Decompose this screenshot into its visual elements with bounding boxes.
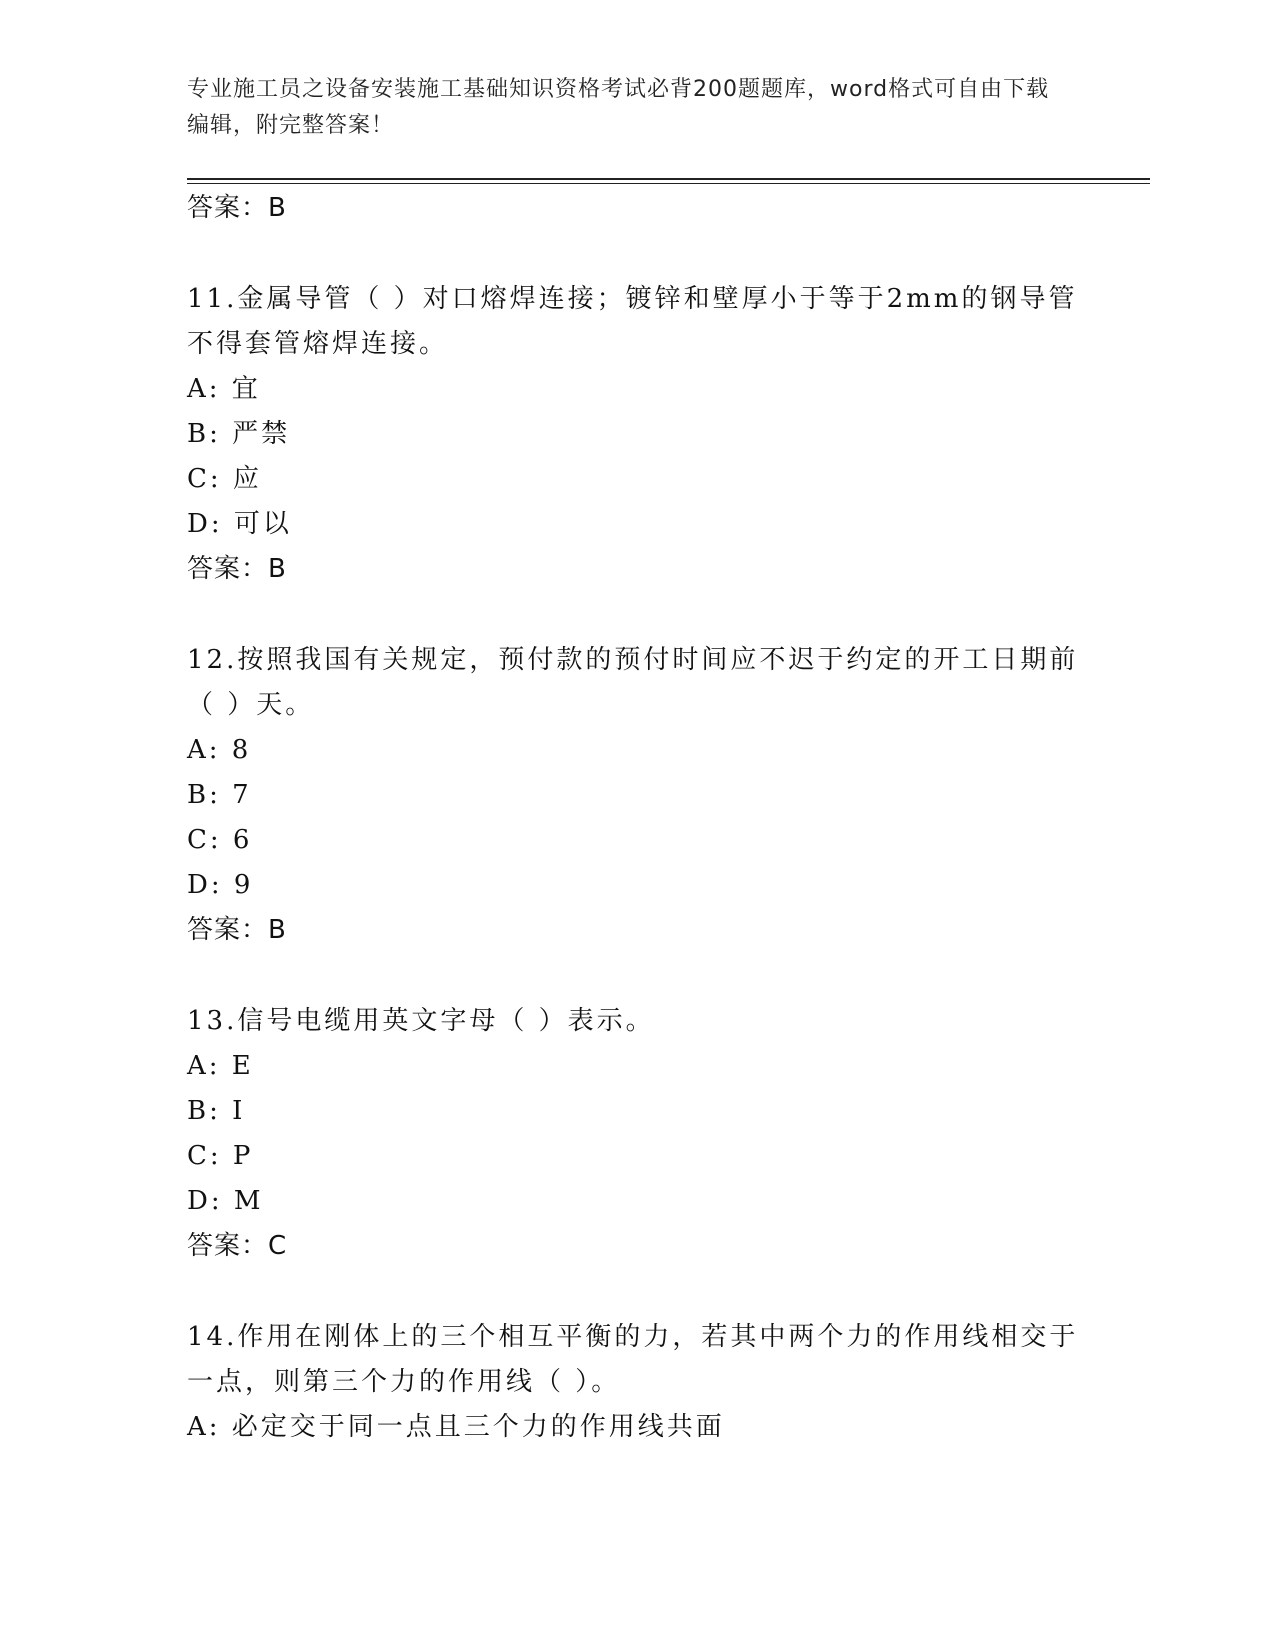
option-b: B: 7 [187,780,252,810]
question-text: 11.金属导管（ ）对口熔焊连接；镀锌和壁厚小于等于2mm的钢导管不得套管熔焊连接。 [187,284,1078,359]
option-b: B: 严禁 [187,419,291,449]
document-header: 专业施工员之设备安装施工基础知识资格考试必背200题题库，word格式可自由下载编辑，附完整答案！ [187,77,1050,138]
option-c: C: P [187,1141,254,1171]
option-a: A: 8 [187,735,252,765]
option-a: A: 宜 [187,374,261,404]
spacer [187,592,1087,638]
question-list [187,186,1087,1450]
answer-line: 答案：B [187,193,287,223]
spacer [187,1269,1087,1315]
option-c: C: 6 [187,825,253,855]
option-d: D: 9 [187,870,254,900]
header-rule-thin [187,183,1150,184]
spacer [187,953,1087,999]
option-b: B: I [187,1096,246,1126]
question-text: 13.信号电缆用英文字母（ ）表示。 [187,1006,655,1036]
question-text: 14.作用在刚体上的三个相互平衡的力，若其中两个力的作用线相交于一点，则第三个力的作用线（ ）。 [187,1322,1079,1397]
answer-line: 答案：B [187,915,287,945]
option-a: A: E [187,1051,254,1081]
option-d: D: M [187,1186,264,1216]
answer-line: 答案：B [187,554,287,584]
spacer [187,231,1087,277]
header-rule-thick [187,178,1150,180]
option-d: D: 可以 [187,509,292,539]
option-a: A: 必定交于同一点且三个力的作用线共面 [187,1412,725,1442]
answer-line: 答案：C [187,1231,288,1261]
option-c: C: 应 [187,464,262,494]
question-text: 12.按照我国有关规定，预付款的预付时间应不迟于约定的开工日期前（ ）天。 [187,645,1079,720]
